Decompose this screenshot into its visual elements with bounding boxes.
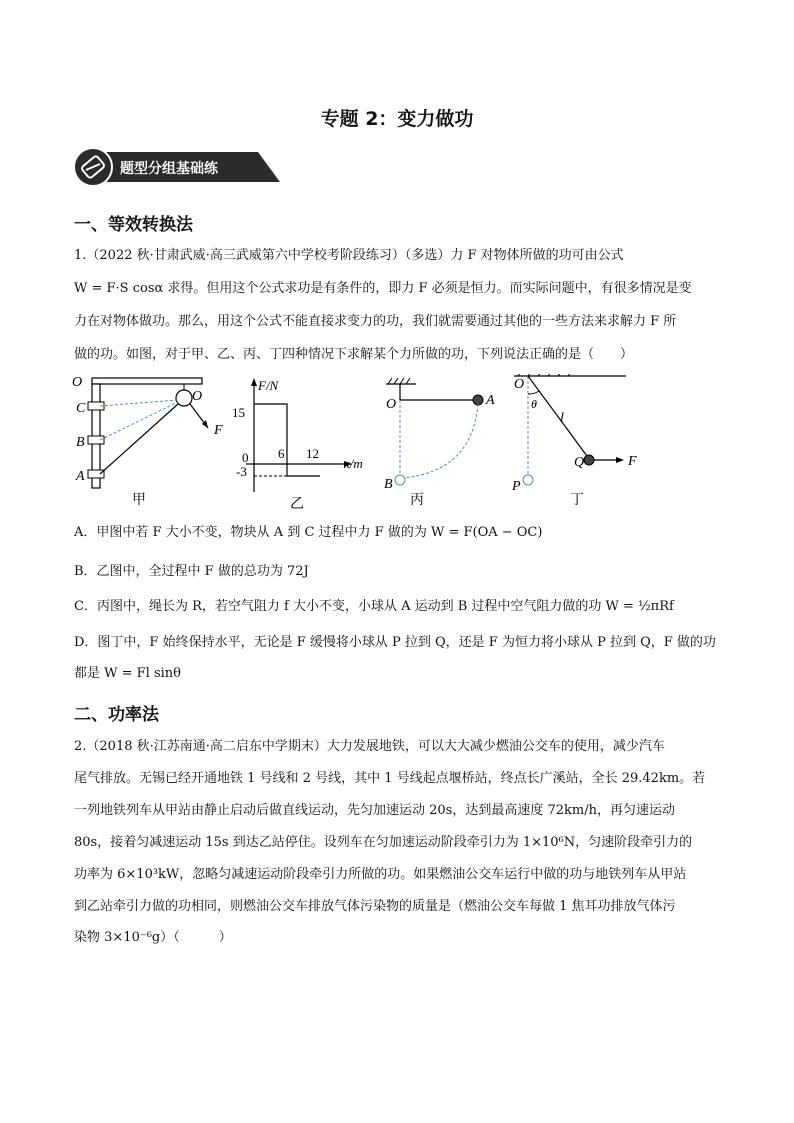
bing-label-O: O (386, 397, 397, 412)
figure-yi (232, 378, 363, 512)
bing-caption: 丙 (410, 493, 424, 508)
yi-y-axis-label: F/N (258, 378, 279, 393)
q2-line: 80s，接着匀减速运动 15s 到达乙站停住。设列车在匀加速运动阶段牵引力为 1×10⁶N，匀速阶段牵引力的 (74, 835, 693, 850)
q2-line: 一列地铁列车从甲站由静止启动后做直线运动，先匀加速运动 20s，达到最高速度 72km/h，再匀速运动 (74, 803, 675, 818)
ding-label-P: P (512, 479, 521, 494)
section-heading-2: 二、功率法 (74, 705, 159, 725)
figure-jia (72, 375, 223, 508)
q1-line: 做的功。如图，对于甲、乙、丙、丁四种情况下求解某个力所做的功，下列说法正确的是（ ） (74, 347, 634, 362)
yi-tick-neg3: -3 (236, 464, 247, 479)
option-d: D．图丁中，F 始终保持水平，无论是 F 缓慢将小球从 P 拉到 Q，还是 F 为恒力将小球从 P 拉到 Q，F 做的功 (74, 635, 716, 650)
option-b: B．乙图中，全过程中 F 做的总功为 72J (74, 564, 309, 579)
ding-caption: 丁 (570, 493, 584, 508)
bing-label-B: B (384, 477, 393, 492)
section-heading-1: 一、等效转换法 (74, 215, 193, 235)
page-title: 专题 2：变力做功 (320, 108, 474, 130)
q2-line: 到乙站牵引力做的功相同，则燃油公交车排放气体污染物的质量是（燃油公交车每做 1 焦耳功排放气体污 (74, 899, 676, 914)
figure-ding (511, 374, 637, 508)
yi-tick-12: 12 (306, 446, 319, 461)
yi-tick-6: 6 (278, 446, 285, 461)
bing-label-A: A (486, 393, 495, 408)
ding-label-O: O (514, 377, 525, 392)
q2-line: 尾气排放。无锡已经开通地铁 1 号线和 2 号线，其中 1 号线起点堰桥站，终点长广溪站，全长 29.42km。若 (74, 771, 706, 786)
ding-label-Q: Q (574, 455, 585, 470)
jia-label-O-pulley: O (192, 389, 203, 404)
question-1-figures (68, 374, 718, 514)
q1-line: 1.（2022 秋·甘肃武威·高三武威第六中学校考阶段练习）（多选）力 F 对物体所做的功可由公式 (74, 248, 624, 263)
q2-line: 2.（2018 秋·江苏南通·高二启东中学期末）大力发展地铁，可以大大减少燃油公交车的使用，减少汽车 (74, 739, 665, 754)
yi-graph-line (254, 404, 320, 476)
q2-line: 功率为 6×10³kW，忽略匀减速运动阶段牵引力所做的功。如果燃油公交车运行中做的功与地铁列车从甲站 (74, 867, 687, 882)
banner-label: 题型分组基础练 (120, 161, 218, 177)
ding-label-l: l (560, 411, 564, 426)
jia-label-B: B (76, 435, 85, 450)
ding-label-theta: θ (531, 397, 537, 411)
option-c: C．丙图中，绳长为 R，若空气阻力 f 大小不变，小球从 A 运动到 B 过程中空气阻力做的功 W = ½πRf (74, 599, 674, 614)
jia-label-F: F (214, 423, 223, 438)
jia-caption: 甲 (132, 493, 146, 508)
figure-bing (384, 378, 495, 508)
jia-label-O: O (72, 375, 83, 390)
yi-x-axis-label: x/m (344, 456, 363, 471)
q1-line: W = F·S cosα 求得。但用这个公式求功是有条件的，即力 F 必须是恒力。而实际问题中，有很多情况是变 (74, 281, 692, 296)
q1-line: 力在对物体做功。那么，用这个公式不能直接求变力的功，我们就需要通过其他的一些方法来求解力 F 所 (74, 314, 677, 329)
option-a: A．甲图中若 F 大小不变，物块从 A 到 C 过程中力 F 做的为 W = F(OA − OC) (74, 525, 543, 540)
option-d-cont: 都是 W = Fl sinθ (74, 666, 181, 681)
q2-line: 染物 3×10⁻⁶g）（ ） (74, 930, 232, 945)
yi-caption: 乙 (290, 497, 304, 512)
section-banner (72, 146, 282, 188)
jia-label-A: A (76, 469, 85, 484)
yi-tick-15: 15 (232, 405, 245, 420)
yi-tick-0: 0 (242, 450, 249, 465)
jia-label-C: C (76, 401, 86, 416)
ding-label-F: F (628, 454, 637, 469)
